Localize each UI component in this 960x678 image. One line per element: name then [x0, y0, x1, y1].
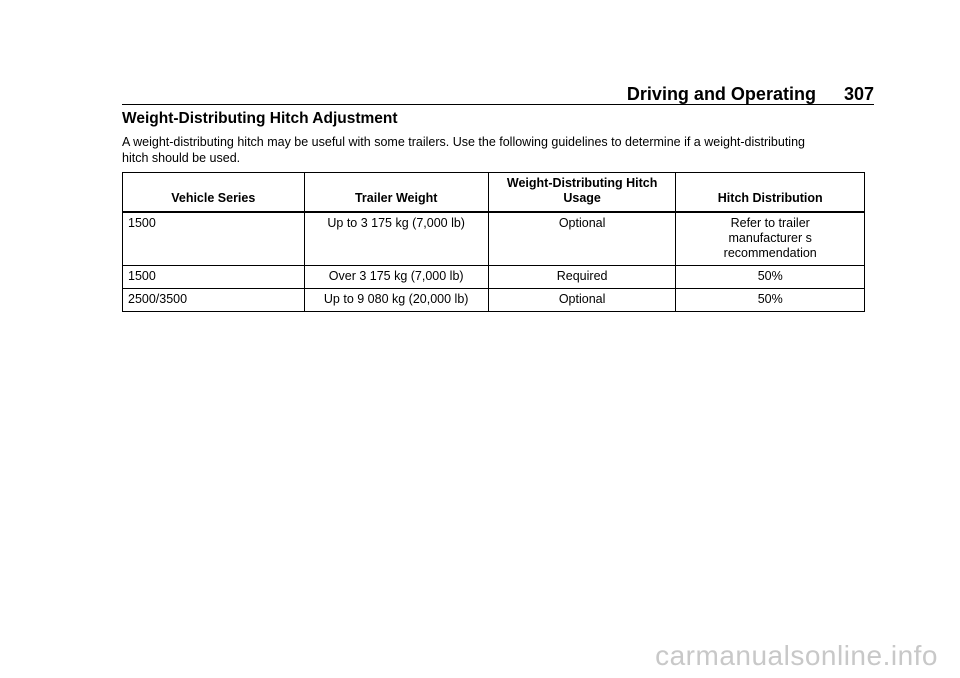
- site-watermark: carmanualsonline.info: [655, 640, 938, 671]
- cell-hitch-usage: Required: [488, 266, 676, 289]
- table-header-row: [123, 173, 865, 213]
- cell-trailer-weight: Up to 3 175 kg (7,000 lb): [304, 212, 488, 266]
- header-trailer-weight: Trailer Weight: [304, 173, 488, 213]
- cell-vehicle-series: 1500: [128, 269, 156, 283]
- cell-hitch-usage: Optional: [488, 212, 676, 266]
- table-row: [123, 289, 865, 312]
- header-hitch-distribution: Hitch Distribution: [676, 173, 865, 213]
- cell-vehicle-series: 1500: [128, 216, 156, 230]
- chapter-title: Driving and Operating: [626, 84, 816, 104]
- running-header: [122, 82, 874, 105]
- cell-trailer-weight: Up to 9 080 kg (20,000 lb): [304, 289, 488, 312]
- cell-hitch-distribution: Refer to trailer manufacturer s recommendation: [676, 212, 865, 266]
- cell-hitch-usage: Optional: [488, 289, 676, 312]
- section-title: Weight-Distributing Hitch Adjustment: [122, 110, 398, 127]
- table-row: [123, 212, 865, 266]
- page-number: 307: [843, 84, 874, 104]
- intro-paragraph: A weight-distributing hitch may be useful with some trailers. Use the following guidelines to determine if a weight-distributing hitch should be used.: [122, 135, 805, 165]
- header-hitch-usage: Weight-Distributing Hitch Usage: [488, 173, 676, 213]
- header-vehicle-series: Vehicle Series: [171, 191, 256, 205]
- table-row: [123, 266, 865, 289]
- cell-vehicle-series: 2500/3500: [128, 292, 188, 306]
- cell-hitch-distribution: 50%: [676, 289, 865, 312]
- cell-trailer-weight: Over 3 175 kg (7,000 lb): [304, 266, 488, 289]
- cell-hitch-distribution: 50%: [676, 266, 865, 289]
- hitch-guidelines-table: [122, 172, 865, 312]
